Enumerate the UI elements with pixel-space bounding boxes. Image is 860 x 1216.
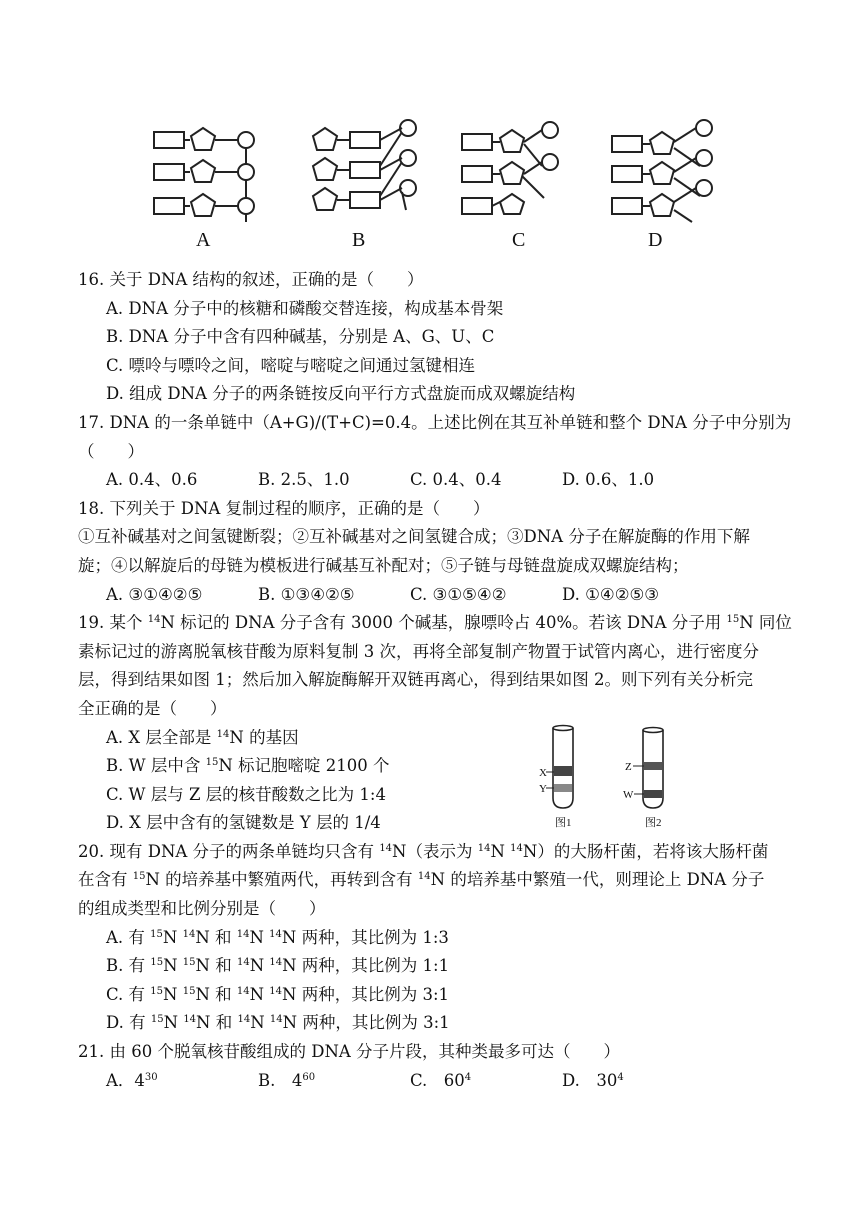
band-w: [644, 790, 662, 798]
questions: [78, 266, 792, 1095]
diagram-label-d: D: [648, 229, 663, 251]
diagram-label-b: B: [352, 229, 366, 251]
q19-stem-3: 层，得到结果如图 1；然后加入解旋酶解开双链再离心，得到结果如图 2。则下列有关分析完: [78, 670, 753, 690]
q20-option-a[interactable]: A. 有 $^{15}$N $^{14}$N 和 $^{14}$N $^{14}$N 两种，其比例为 1:3: [106, 927, 449, 947]
q19-stem-4: 全正确的是（ ）: [78, 698, 227, 718]
q21-option-a[interactable]: A．$4^{30}$: [106, 1070, 158, 1090]
q17-options: [78, 466, 788, 495]
q19-option-c[interactable]: C. W 层与 Z 层的核苷酸数之比为 1:4: [106, 784, 386, 804]
band-z: [644, 762, 662, 770]
q17-option-a[interactable]: A. 0.4、0.6: [106, 470, 198, 490]
label-x: X: [539, 766, 547, 779]
q18-options: [78, 581, 788, 610]
q17-option-d[interactable]: D. 0.6、1.0: [562, 470, 655, 490]
q20-option-c[interactable]: C. 有 $^{15}$N $^{15}$N 和 $^{14}$N $^{14}$N 两种，其比例为 3:1: [106, 984, 450, 1004]
dna-structure-diagrams: [140, 118, 730, 258]
q19-stem-2: 素标记过的游离脱氧核苷酸为原料复制 3 次，再将全部复制产物置于试管内离心，进行密度分: [78, 641, 759, 661]
q17-stem: 17. DNA 的一条单链中（A+G)/(T+C)=0.4。上述比例在其互补单链和整个 DNA 分子中分别为: [78, 412, 792, 432]
q17-option-b[interactable]: B. 2.5、1.0: [258, 470, 350, 490]
q16-stem: 16. 关于 DNA 结构的叙述，正确的是（ ）: [78, 270, 424, 289]
q18-body-1: ①互补碱基对之间氢键断裂；②互补碱基对之间氢键合成；③DNA 分子在解旋酶的作用下解: [78, 527, 750, 547]
q19-stem-1: 19. 某个 $^{14}$N 标记的 DNA 分子含有 3000 个碱基，腺嘌呤占 40%。若该 DNA 分子用 $^{15}$N 同位: [78, 613, 792, 633]
q21-option-d[interactable]: D. $30^4$: [562, 1070, 624, 1090]
q16-option-c[interactable]: C. 嘌呤与嘌呤之间，嘧啶与嘧啶之间通过氢键相连: [106, 355, 476, 375]
q18-stem: 18. 下列关于 DNA 复制过程的顺序，正确的是（ ）: [78, 498, 490, 518]
label-z: Z: [625, 760, 632, 773]
q16-option-a[interactable]: A. DNA 分子中的核糖和磷酸交替连接，构成基本骨架: [106, 298, 504, 318]
q21-option-b[interactable]: B. $4^{60}$: [258, 1070, 316, 1090]
q20-option-d[interactable]: D. 有 $^{15}$N $^{14}$N 和 $^{14}$N $^{14}$N 两种，其比例为 3:1: [106, 1013, 450, 1033]
q20-stem-1: 20. 现有 DNA 分子的两条单链均只含有 $^{14}$N（表示为 $^{14}$N $^{14}$N）的大肠杆菌，若将该大肠杆菌: [78, 841, 769, 861]
diagram-c: [462, 122, 558, 214]
diagram-label-c: C: [512, 229, 526, 251]
q20-stem-2: 在含有 $^{15}$N 的培养基中繁殖两代，再转到含有 $^{14}$N 的培养基中繁殖一代，则理论上 DNA 分子: [78, 870, 765, 890]
q19-option-d[interactable]: D. X 层中含有的氢键数是 Y 层的 1/4: [106, 813, 381, 833]
q18-option-d[interactable]: D. ①④②⑤③: [562, 584, 660, 604]
q16-option-b[interactable]: B. DNA 分子中含有四种碱基，分别是 A、G、U、C: [106, 327, 495, 347]
q18-option-a[interactable]: A. ③①④②⑤: [106, 584, 203, 604]
fig1-label: 图1: [555, 816, 572, 829]
dna-options-figure: [140, 118, 730, 258]
diagram-b: [313, 120, 416, 210]
diagram-a: [154, 128, 254, 222]
q17-option-c[interactable]: C. 0.4、0.4: [410, 470, 502, 490]
centrifuge-tubes-figure: [533, 724, 713, 834]
q19-option-a[interactable]: A. X 层全部是 $^{14}$N 的基因: [106, 727, 299, 747]
q16-option-d[interactable]: D. 组成 DNA 分子的两条链按反向平行方式盘旋而成双螺旋结构: [106, 384, 576, 404]
diagram-label-a: A: [196, 229, 211, 251]
fig2-label: 图2: [645, 816, 662, 829]
q21-option-c[interactable]: C. $60^4$: [410, 1070, 472, 1090]
diagram-d: [612, 120, 712, 222]
q21-stem: 21. 由 60 个脱氧核苷酸组成的 DNA 分子片段，其种类最多可达（ ）: [78, 1042, 621, 1062]
q18-body-2: 旋；④以解旋后的母链为模板进行碱基互补配对；⑤子链与母链盘旋成双螺旋结构；: [78, 555, 689, 575]
band-y: [554, 784, 572, 792]
q20-option-b[interactable]: B. 有 $^{15}$N $^{15}$N 和 $^{14}$N $^{14}$N 两种，其比例为 1:1: [106, 956, 450, 976]
q17-stem-cont: （ ）: [78, 441, 144, 461]
band-x: [554, 766, 572, 776]
q20-stem-3: 的组成类型和比例分别是（ ）: [78, 899, 326, 919]
q19-option-b[interactable]: B. W 层中含 $^{15}$N 标记胞嘧啶 2100 个: [106, 756, 390, 776]
q21-options: [78, 1067, 788, 1096]
q19-options-block: [78, 724, 788, 838]
q18-option-c[interactable]: C. ③①⑤④②: [410, 584, 507, 604]
q18-option-b[interactable]: B. ①③④②⑤: [258, 584, 355, 604]
label-w: W: [623, 788, 634, 801]
label-y: Y: [539, 782, 547, 795]
